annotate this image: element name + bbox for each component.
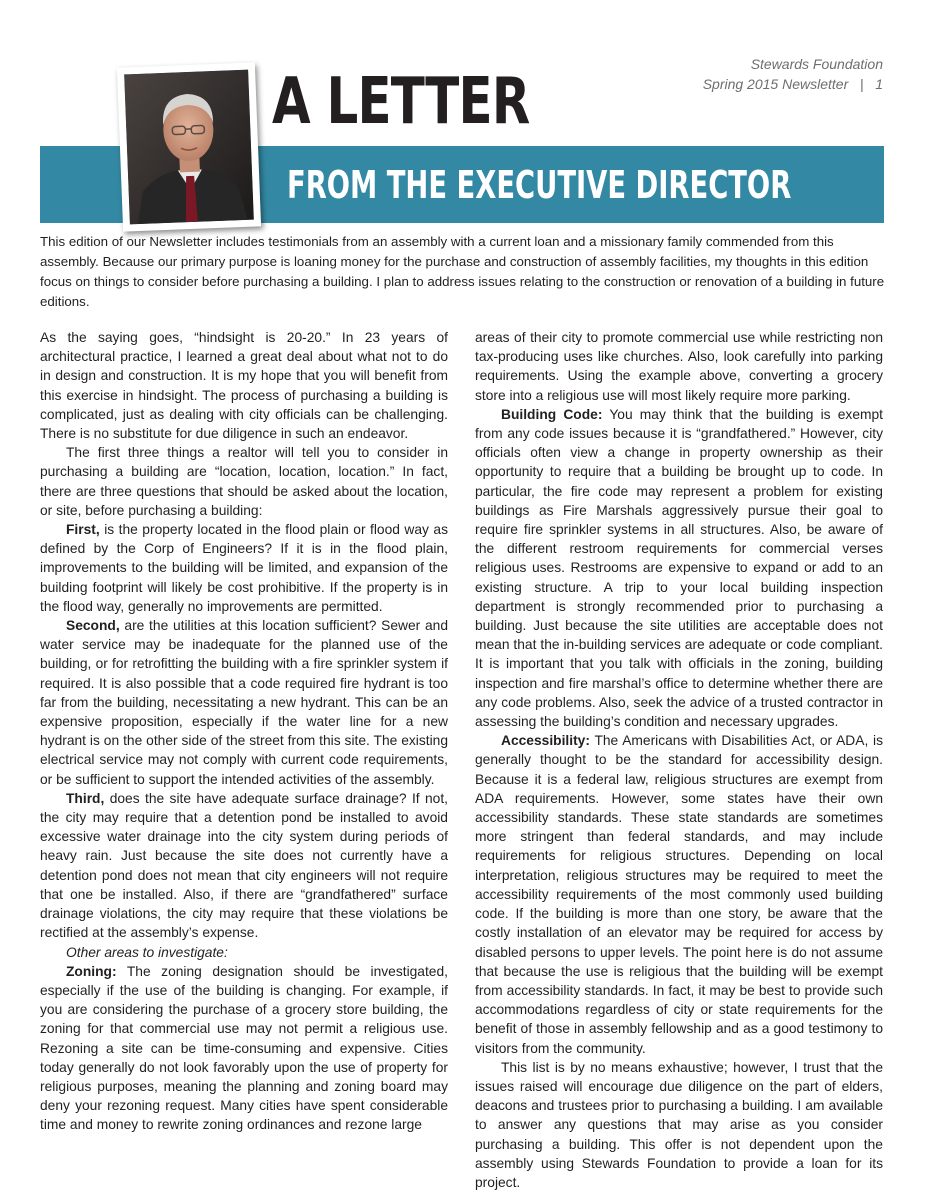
masthead-meta xyxy=(703,54,883,94)
building-code-label: Building Code: xyxy=(501,406,603,422)
paragraph-zoning-continued: areas of their city to promote commercial use while restricting non tax-producing uses like churches. Also, look carefully into parking requirements. Using the example above, converting a grocery store into a religious use will most likely require more parking. xyxy=(475,330,883,403)
org-name: Stewards Foundation xyxy=(750,56,883,72)
first-label: First, xyxy=(66,522,100,538)
paragraph-second xyxy=(40,616,448,789)
body-column-right xyxy=(475,328,883,1192)
third-label: Third, xyxy=(66,790,105,806)
paragraph-first xyxy=(40,520,448,616)
second-text: are the utilities at this location sufficient? Sewer and water service may be inadequate for the planned use of the building, or for retrofitting the building with a fire sprinkler system if required. It is also possible that a code required fire hydrant is too far from the building, necessitating a new hydrant. This can be an expensive proposition, especially if the water line for a new hydrant is on the other side of the street from this site. The existing electrical service may not comply with current code requirements, or be sufficient to support the intended activities of the assembly. xyxy=(40,618,448,787)
third-text: does the site have adequate surface drainage? If not, the city may require that a detention pond be installed to avoid excessive water drainage into the city system during periods of heavy rain. Just because the site does not currently have a detention pond does not mean that city engineers will not require that one be installed. Also, if there are “grandfathered” surface drainage violations, the city may require that these violations be rectified at the assembly’s expense. xyxy=(40,790,448,941)
accessibility-label: Accessibility: xyxy=(501,733,590,749)
body-column-left xyxy=(40,328,448,1135)
title-line-2: FROM THE EXECUTIVE DIRECTOR xyxy=(287,163,792,207)
zoning-label: Zoning: xyxy=(66,963,117,979)
director-photo xyxy=(117,62,261,231)
paragraph-closing: This list is by no means exhaustive; however, I trust that the issues raised will encourage due diligence on the part of elders, deacons and trustees prior to purchasing a building. I am available to answer any questions that may arise as you consider purchasing a building. This offer is not dependent upon the assembly using Stewards Foundation to provide a loan for its project. xyxy=(475,1059,883,1190)
other-areas-heading: Other areas to investigate: xyxy=(66,944,228,960)
paragraph-accessibility xyxy=(475,731,883,1057)
paragraph-location: The first three things a realtor will tell you to consider in purchasing a building are “location, location, location.” In fact, there are three questions that should be asked about the location, or site, before purchasing a building: xyxy=(40,445,448,518)
paragraph-hindsight: As the saying goes, “hindsight is 20-20.” In 23 years of architectural practice, I learned a great deal about what not to do in design and construction. It is my hope that you will benefit from this exercise in hindsight. The process of purchasing a building is complicated, just as dealing with city officials can be challenging. There is no substitute for due diligence in such an endeavor. xyxy=(40,330,448,442)
second-label: Second, xyxy=(66,618,120,634)
portrait-svg xyxy=(124,70,254,225)
building-code-text: You may think that the building is exempt from any code issues because it is “grandfathered.” However, city officials often view a change in property ownership as their opportunity to require that a building be brought up to code. In particular, the fire code may represent a problem for existing buildings as Fire Marshals aggressively pursue their goal to require fire sprinkler systems in all structures. Also, be aware of the different restroom requirements for commercial verses religious uses. Restrooms are expensive to expand or add to an existing structure. A trip to your local building inspection department is strongly recommended prior to purchasing a building. Just because the site utilities are acceptable does not mean that the in-building services are adequate or code compliant. It is important that you talk with officials in the zoning, building inspection and fire marshal’s office to determine whether there are any code problems. Also, seek the advice of a trusted contractor in assessing the building’s condition and necessary upgrades. xyxy=(475,406,883,730)
intro-paragraph: This edition of our Newsletter includes testimonials from an assembly with a current loan and a missionary family commended from this assembly. Because our primary purpose is loaning money for the purchase and construction of assembly facilities, my thoughts in this edition focus on things to consider before purchasing a building. I plan to address issues relating to the construction or renovation of a building in future editions. xyxy=(40,234,885,309)
accessibility-text: The Americans with Disabilities Act, or ADA, is generally thought to be the standard for accessibility design. Because it is a federal law, religious structures are exempt from ADA requirements. However, some states have their own accessibility standards. These state standards are sometimes more stringent than federal standards, and may include requirements for religious structures. Depending on local interpretation, religious structures may be required to meet the accessibility requirements of the most commonly used building code. If the building is more than one story, be aware that the costly installation of an elevator may be required for access by disabled persons to upper levels. The point here is do not assume that because the use is religious that the building will be exempt from accessibility standards. In fact, it may be best to provide such accommodations regardless of city or state requirements for the benefit of those in assembly fellowship and as a good testimony to visitors from the community. xyxy=(475,733,883,1056)
zoning-text: The zoning designation should be investigated, especially if the use of the building is changing. For example, if you are considering the purchase of a grocery store building, the zoning for that commercial use may not permit a religious use. Rezoning a site can be time-consuming and expensive. Cities today generally do not look favorably upon the use of property for religious purposes, meaning the planning and zoning board may deny your rezoning request. Many cities have spent considerable time and money to rewrite zoning ordinances and rezone large xyxy=(40,963,448,1133)
issue-label: Spring 2015 Newsletter | 1 xyxy=(702,76,883,92)
paragraph-third xyxy=(40,789,448,943)
portrait-image xyxy=(124,70,254,225)
first-text: is the property located in the flood plain or flood way as defined by the Corp of Engineers? If it is in the flood plain, improvements to the building will be limited, and expansion of the building footprint will likely be cost prohibitive. If the property is in the flood way, generally no improvements are permitted. xyxy=(40,522,448,614)
paragraph-zoning xyxy=(40,962,448,1135)
paragraph-other-areas xyxy=(40,943,448,962)
paragraph-building-code xyxy=(475,405,883,731)
title-line-1: A LETTER xyxy=(272,65,530,139)
